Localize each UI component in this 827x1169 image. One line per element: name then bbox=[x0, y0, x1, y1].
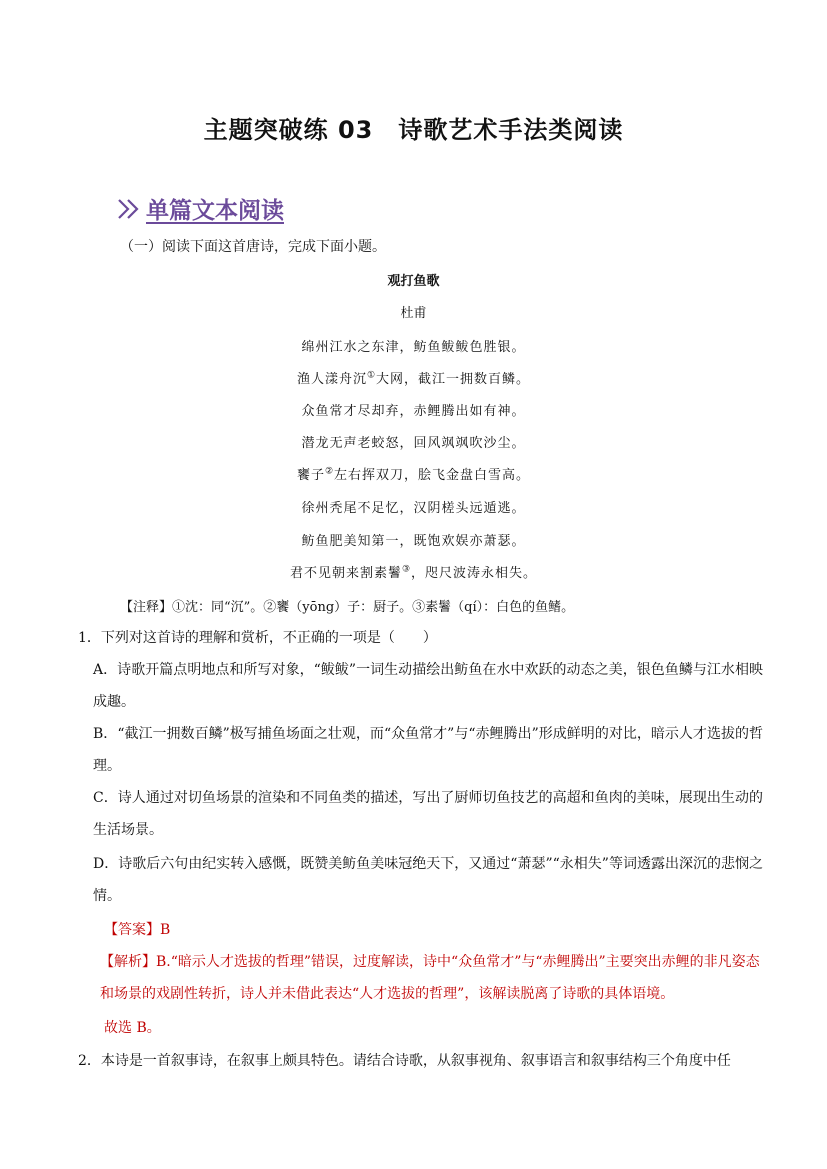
poem-line: 君不见朝来割素鬐③，咫尺波涛永相失。 bbox=[289, 564, 538, 581]
annotation-note: 【注释】①沈：同“沉”。②饔（yōng）子：厨子。③素鬐（qí）：白色的鱼鳍。 bbox=[120, 600, 575, 615]
conclusion-text: 故选 B。 bbox=[104, 1020, 161, 1036]
poem-author: 杜甫 bbox=[400, 306, 427, 321]
section-header bbox=[116, 192, 284, 225]
poem-line: 饔子②左右挥双刀，脍飞金盘白雪高。 bbox=[296, 466, 531, 483]
option-d: D．诗歌后六句由纪实转入感慨，既赞美鲂鱼美味冠绝天下，又通过“萧瑟”“永相失”等词透露出深沉的悲悯之情。 bbox=[93, 856, 763, 904]
poem-line: 鲂鱼肥美知第一，既饱欢娱亦萧瑟。 bbox=[301, 534, 526, 549]
question-1-stem: 1．下列对这首诗的理解和赏析，不正确的一项是（ ） bbox=[78, 630, 437, 646]
double-chevron-icon bbox=[116, 197, 142, 221]
section-title: 单篇文本阅读 bbox=[146, 197, 284, 224]
poem-line: 众鱼常才尽却弃，赤鲤腾出如有神。 bbox=[301, 404, 526, 419]
page-title: 主题突破练 03 诗歌艺术手法类阅读 bbox=[203, 116, 624, 144]
poem-line: 徐州秃尾不足忆，汉阴槎头远遁逃。 bbox=[301, 501, 526, 516]
poem-title: 观打鱼歌 bbox=[387, 274, 440, 289]
option-a: A．诗歌开篇点明地点和所写对象，“鲅鲅”一词生动描绘出鲂鱼在水中欢跃的动态之美，银色鱼鳞与江水相映成趣。 bbox=[93, 662, 763, 710]
question-2-stem: 2．本诗是一首叙事诗，在叙事上颇具特色。请结合诗歌，从叙事视角、叙事语言和叙事结构三个角度中任 bbox=[78, 1053, 731, 1069]
poem-line: 渔人漾舟沉①大网，截江一拥数百鳞。 bbox=[296, 370, 531, 387]
poem-line: 潜龙无声老蛟怒，回风飒飒吹沙尘。 bbox=[301, 436, 526, 451]
answer-label: 【答案】B bbox=[104, 922, 171, 938]
intro-text: （一）阅读下面这首唐诗，完成下面小题。 bbox=[120, 239, 386, 255]
analysis-text: 【解析】B.“暗示人才选拔的哲理”错误，过度解读，诗中“众鱼常才”与“赤鲤腾出”主要突出赤鲤的非凡姿态和场景的戏剧性转折，诗人并未借此表达“人才选拔的哲理”，该解读脱离了诗歌的具体语境。 bbox=[100, 954, 760, 1002]
option-b: B．“截江一拥数百鳞”极写捕鱼场面之壮观，而“众鱼常才”与“赤鲤腾出”形成鲜明的对比，暗示人才选拔的哲理。 bbox=[93, 726, 763, 774]
option-c: C．诗人通过对切鱼场景的渲染和不同鱼类的描述，写出了厨师切鱼技艺的高超和鱼肉的美味，展现出生动的生活场景。 bbox=[93, 790, 763, 838]
poem-line: 绵州江水之东津，鲂鱼鲅鲅色胜银。 bbox=[301, 340, 526, 355]
